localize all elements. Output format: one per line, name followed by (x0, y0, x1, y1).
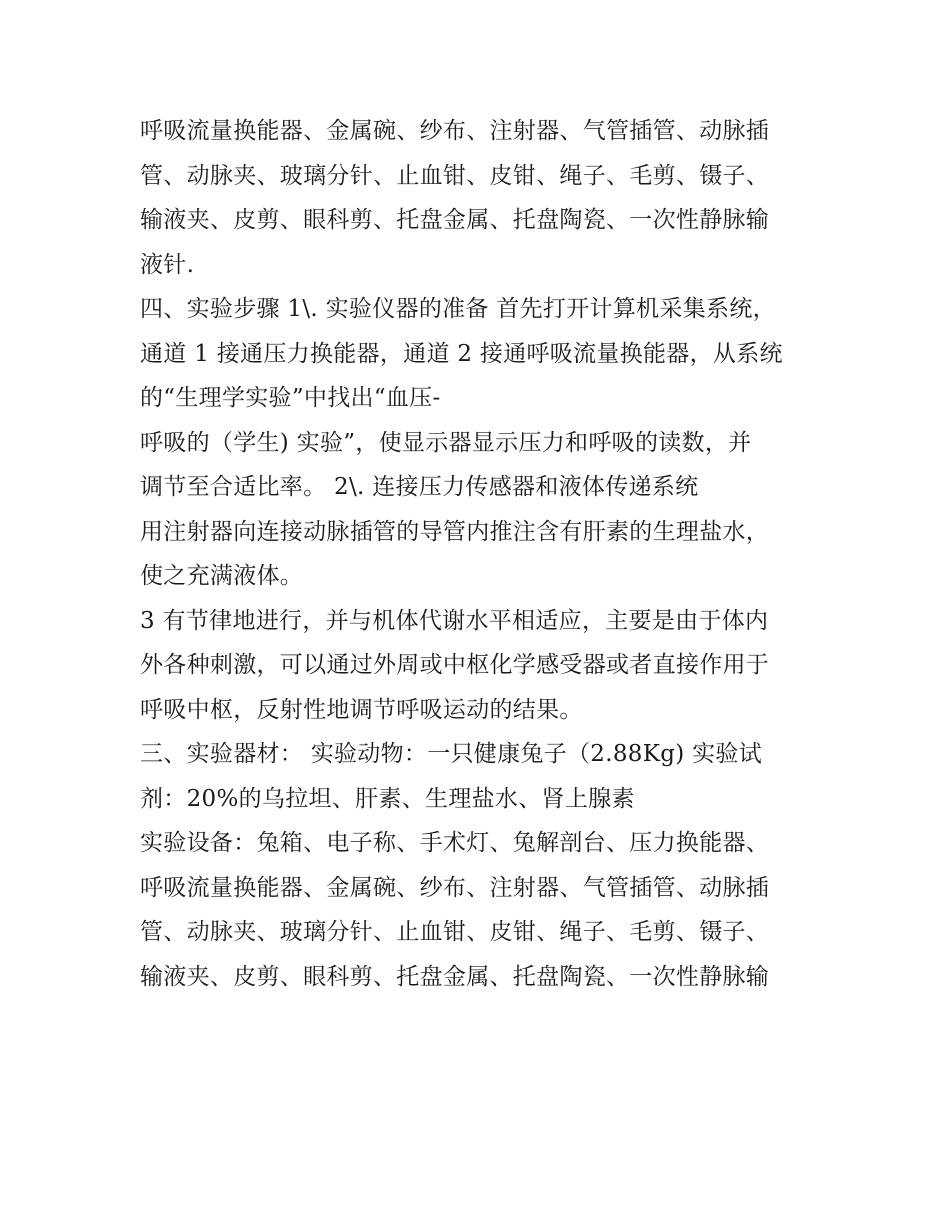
text-line: 输液夹、皮剪、眼科剪、托盘金属、托盘陶瓷、一次性静脉输 (140, 963, 770, 990)
text-line: 实验设备：兔箱、电子称、手术灯、兔解剖台、压力换能器、 (140, 830, 770, 856)
text-line: 三、实验器材： 实验动物：一只健康兔子（2.88Kg) 实验试 (140, 741, 763, 767)
text-line: 3 有节律地进行，并与机体代谢水平相适应，主要是由于体内 (140, 607, 769, 634)
text-line: 用注射器向连接动脉插管的导管内推注含有肝素的生理盐水， (140, 518, 770, 545)
text-line: 通道 1 接通压力换能器，通道 2 接通呼吸流量换能器，从系统 (140, 340, 783, 367)
text-line: 四、实验步骤 1\. 实验仪器的准备 首先打开计算机采集系统， (140, 296, 776, 322)
text-line: 液针. (140, 251, 195, 278)
text-line: 呼吸流量换能器、金属碗、纱布、注射器、气管插管、动脉插 (140, 874, 770, 901)
text-line: 调节至合适比率。 2\. 连接压力传感器和液体传递系统 (140, 474, 699, 500)
text-line: 呼吸流量换能器、金属碗、纱布、注射器、气管插管、动脉插 (140, 118, 770, 144)
text-line: 呼吸的（学生) 实验”，使显示器显示压力和呼吸的读数，并 (140, 429, 752, 456)
text-line: 输液夹、皮剪、眼科剪、托盘金属、托盘陶瓷、一次性静脉输 (140, 207, 770, 233)
text-line: 剂：20%的乌拉坦、肝素、生理盐水、肾上腺素 (140, 785, 635, 812)
document-body (140, 109, 830, 999)
text-line: 管、动脉夹、玻璃分针、止血钳、皮钳、绳子、毛剪、镊子、 (140, 919, 770, 945)
text-line: 的“生理学实验”中找出“血压- (140, 385, 441, 411)
text-line: 呼吸中枢，反射性地调节呼吸运动的结果。 (140, 696, 583, 723)
text-line: 管、动脉夹、玻璃分针、止血钳、皮钳、绳子、毛剪、镊子、 (140, 162, 770, 189)
text-line: 外各种刺激，可以通过外周或中枢化学感受器或者直接作用于 (140, 652, 770, 678)
text-line: 使之充满液体。 (140, 563, 304, 589)
